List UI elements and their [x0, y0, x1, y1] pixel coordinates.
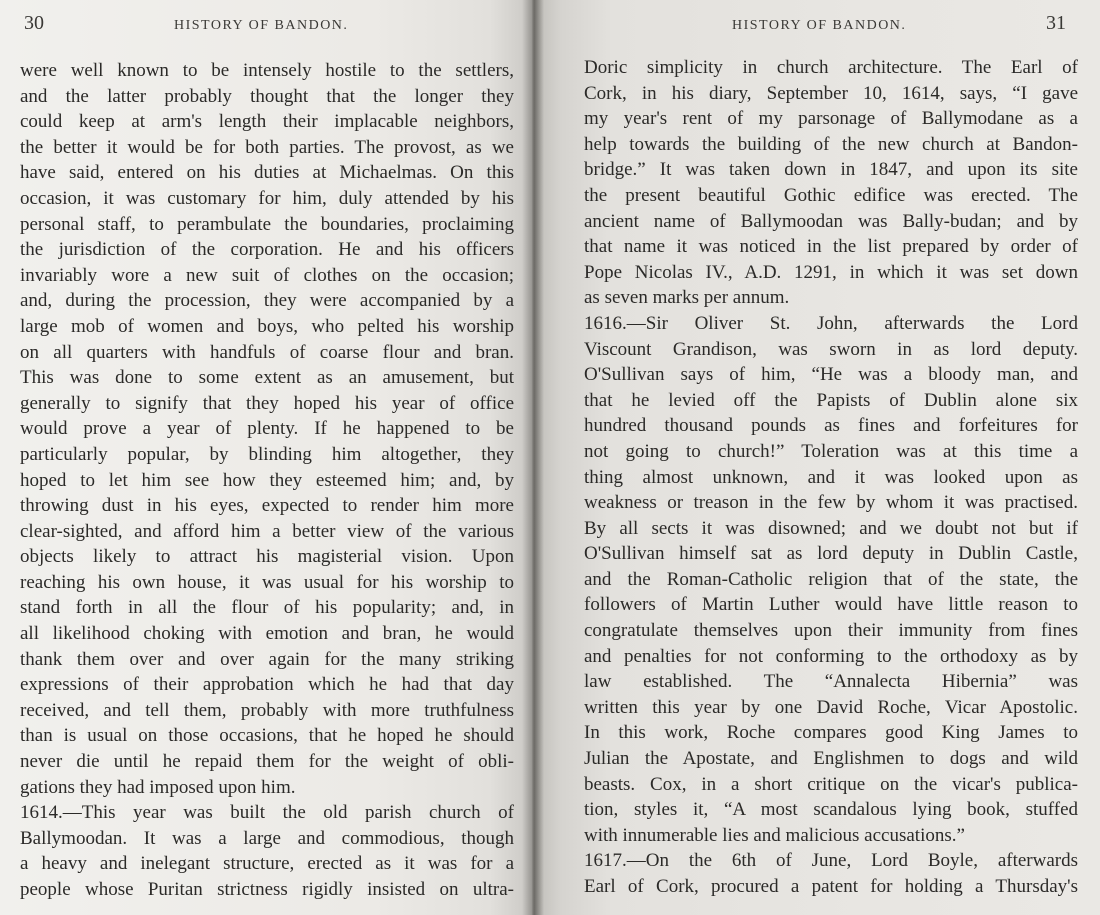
- text-line: followers of Martin Luther would have little reason to: [584, 594, 1078, 616]
- text-line: Julian the Apostate, and Englishmen to dogs and wild: [584, 748, 1078, 770]
- text-line: 1614.—This year was built the old parish church of: [20, 802, 514, 824]
- text-line: objects likely to attract his magisterial vision. Upon: [20, 546, 514, 568]
- text-line: Pope Nicolas IV., A.D. 1291, in which it was set down: [584, 261, 1078, 283]
- right-page-body: [584, 55, 1078, 900]
- text-line: the jurisdiction of the corporation. He and his officers: [20, 239, 514, 261]
- text-line: By all sects it was disowned; and we doubt not but if: [584, 517, 1078, 539]
- text-line: a heavy and inelegant structure, erected as it was for a: [20, 853, 514, 875]
- text-line: Ballymoodan. It was a large and commodious, though: [20, 827, 514, 849]
- text-line: thing almost unknown, and it was looked upon as: [584, 466, 1078, 488]
- text-line: invariably wore a new suit of clothes on the occasion;: [20, 264, 514, 286]
- text-line: congratulate themselves upon their immunity from fines: [584, 620, 1078, 642]
- text-line: and, during the procession, they were accompanied by a: [20, 290, 514, 312]
- text-line: that name it was noticed in the list prepared by order of: [584, 236, 1078, 258]
- text-line: law established. The “Annalecta Hibernia” was: [584, 671, 1078, 693]
- text-line: with innumerable lies and malicious accusations.”: [584, 824, 965, 846]
- text-line: the better it would be for both parties. The provost, as we: [20, 136, 514, 158]
- text-line: Viscount Grandison, was sworn in as lord deputy.: [584, 338, 1078, 360]
- text-line: personal staff, to perambulate the boundaries, proclaiming: [20, 213, 514, 235]
- text-line: beasts. Cox, in a short critique on the vicar's publica-: [584, 773, 1078, 795]
- text-line: In this work, Roche compares good King James to: [584, 722, 1078, 744]
- text-line: people whose Puritan strictness rigidly insisted on ultra-: [20, 879, 514, 900]
- text-line: generally to signify that they hoped his year of office: [20, 392, 514, 414]
- text-line: on all quarters with handfuls of coarse flour and bran.: [20, 341, 514, 363]
- right-page-number: 31: [1046, 12, 1066, 34]
- text-line: occasion, it was customary for him, duly attended by his: [20, 187, 514, 209]
- text-line: O'Sullivan says of him, “He was a bloody man, and: [584, 364, 1078, 386]
- text-line: hundred thousand pounds as fines and forfeitures for: [584, 415, 1078, 437]
- left-page-body: [20, 58, 514, 903]
- text-line: not going to church!” Toleration was at this time a: [584, 440, 1078, 462]
- text-line: bridge.” It was taken down in 1847, and upon its site: [584, 159, 1078, 181]
- text-line: written this year by one David Roche, Vicar Apostolic.: [584, 696, 1078, 718]
- left-running-head: HISTORY OF BANDON.: [174, 18, 349, 33]
- text-line: clear-sighted, and afford him a better view of the various: [20, 520, 514, 542]
- text-line: tion, styles it, “A most scandalous lying book, stuffed: [584, 799, 1078, 821]
- text-line: and the latter probably thought that the longer they: [20, 85, 514, 107]
- text-line: thank them over and over again for the many striking: [20, 648, 514, 670]
- text-line: the present beautiful Gothic edifice was erected. The: [584, 184, 1078, 206]
- text-line: as seven marks per annum.: [584, 287, 790, 309]
- text-line: all likelihood choking with emotion and bran, he would: [20, 623, 514, 645]
- text-line: reaching his own house, it was usual for his worship to: [20, 571, 514, 593]
- text-line: could keep at arm's length their implacable neighbors,: [20, 111, 514, 133]
- text-line: throwing dust in his eyes, expected to render him more: [20, 495, 514, 517]
- text-line: O'Sullivan himself sat as lord deputy in Dublin Castle,: [584, 543, 1078, 565]
- text-line: and penalties for not conforming to the orthodoxy as by: [584, 645, 1078, 667]
- text-line: received, and tell them, probably with more truthfulness: [20, 699, 514, 721]
- right-page: [532, 0, 1100, 915]
- left-page-header: [0, 12, 532, 40]
- left-page: [0, 0, 532, 915]
- text-line: hoped to let him see how they esteemed him; and, by: [20, 469, 514, 491]
- right-page-header: [532, 12, 1100, 40]
- left-page-number: 30: [24, 12, 44, 34]
- text-line: 1617.—On the 6th of June, Lord Boyle, afterwards: [584, 850, 1078, 872]
- text-line: This was done to some extent as an amusement, but: [20, 367, 514, 389]
- text-line: have said, entered on his duties at Michaelmas. On this: [20, 162, 514, 184]
- text-line: Earl of Cork, procured a patent for holding a Thursday's: [584, 876, 1078, 897]
- text-line: would prove a year of plenty. If he happened to be: [20, 418, 514, 440]
- text-line: Cork, in his diary, September 10, 1614, says, “I gave: [584, 82, 1078, 104]
- text-line: and the Roman-Catholic religion that of the state, the: [584, 568, 1078, 590]
- text-line: stand forth in all the flour of his popularity; and, in: [20, 597, 514, 619]
- text-line: never die until he repaid them for the weight of obli-: [20, 751, 514, 773]
- text-line: expressions of their approbation which he had that day: [20, 674, 514, 696]
- right-running-head: HISTORY OF BANDON.: [732, 18, 907, 33]
- text-line: 1616.—Sir Oliver St. John, afterwards the Lord: [584, 312, 1078, 334]
- text-line: were well known to be intensely hostile to the settlers,: [20, 60, 514, 81]
- text-line: my year's rent of my parsonage of Ballymodane as a: [584, 108, 1078, 130]
- text-line: than is usual on those occasions, that he hoped he should: [20, 725, 514, 747]
- text-line: weakness or treason in the few by whom it was practised.: [584, 492, 1078, 514]
- text-line: gations they had imposed upon him.: [20, 776, 296, 798]
- text-line: particularly popular, by blinding him altogether, they: [20, 443, 514, 465]
- book-gutter: [522, 0, 544, 915]
- text-line: ancient name of Ballymoodan was Bally-budan; and by: [584, 210, 1078, 232]
- text-line: large mob of women and boys, who pelted his worship: [20, 315, 514, 337]
- text-line: Doric simplicity in church architecture. The Earl of: [584, 57, 1078, 78]
- text-line: that he levied off the Papists of Dublin alone six: [584, 389, 1078, 411]
- text-line: help towards the building of the new church at Bandon-: [584, 133, 1078, 155]
